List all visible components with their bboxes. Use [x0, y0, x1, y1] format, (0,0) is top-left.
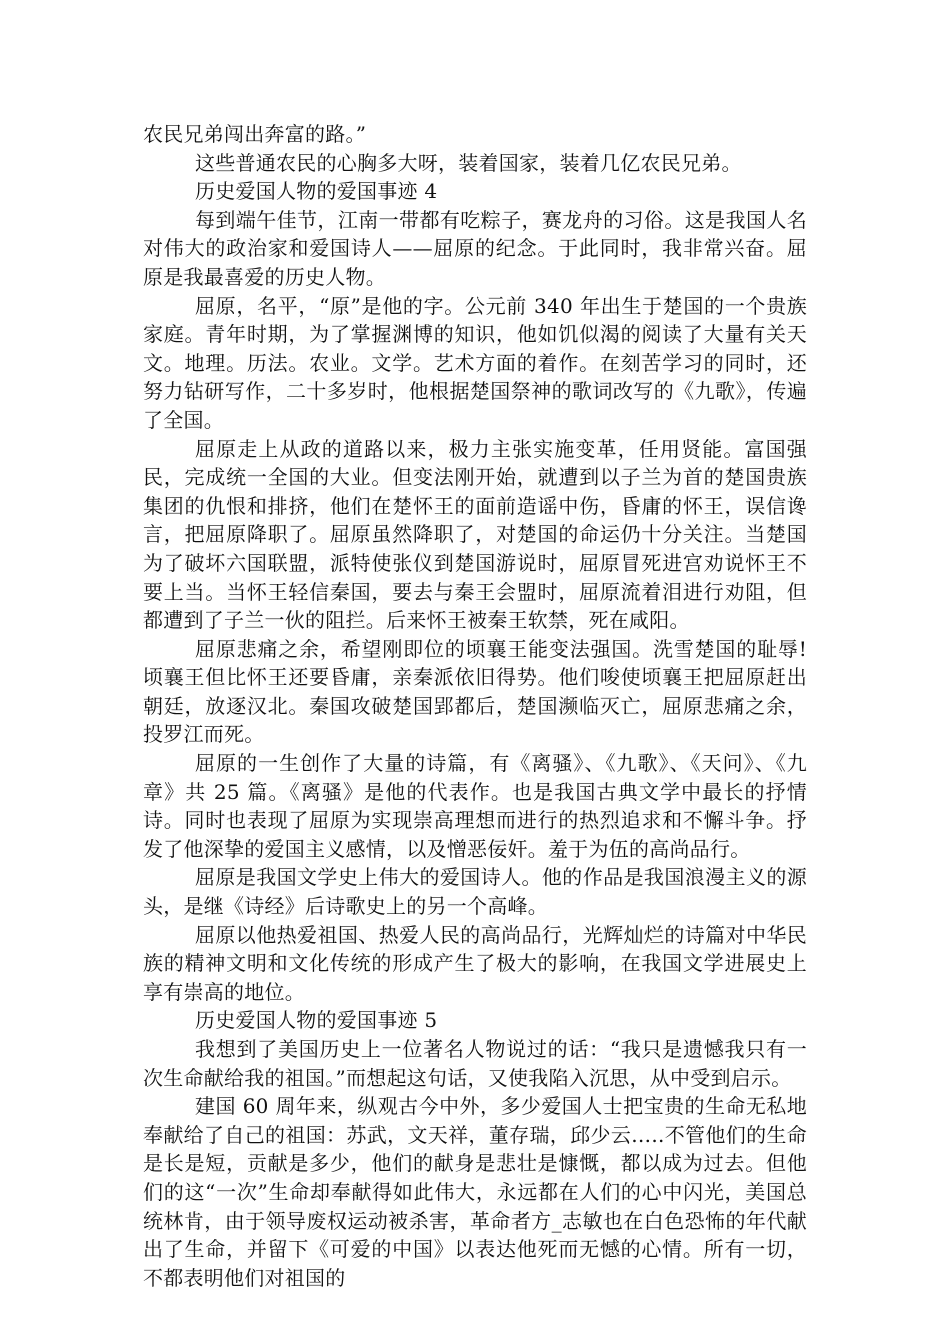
document-body	[143, 120, 807, 1292]
section-heading-5: 历史爱国人物的爱国事迹 5	[195, 1008, 438, 1033]
paragraph-2: 这些普通农民的心胸多大呀，装着国家，装着几亿农民兄弟。	[195, 150, 742, 175]
paragraph-8: 屈原是我国文学史上伟大的爱国诗人。他的作品是我国浪漫主义的源头，是继《诗经》后诗歌史上的另一个高峰。	[143, 865, 807, 919]
paragraph-6: 屈原悲痛之余，希望刚即位的顷襄王能变法强国。洗雪楚国的耻辱!顷襄王但比怀王还要昏庸，亲秦派依旧得势。他们唆使顷襄王把屈原赶出朝廷，放逐汉北。秦国攻破楚国郢都后，楚国濒临灭亡，屈原悲痛之余，投罗江而死。	[143, 636, 807, 747]
paragraph-11: 建国 60 周年来，纵观古今中外，多少爱国人士把宝贵的生命无私地奉献给了自己的祖国：苏武，文天祥，董存瑞，邱少云…..不管他们的生命是长是短，贡献是多少，他们的献身是悲壮是慷慨，都以成为过去。但他们的这“一次”生命却奉献得如此伟大，永远都在人们的心中闪光，美国总统林肯，由于领导废权运动被杀害，革命者方_志敏也在白色恐怖的年代献出了生命，并留下《可爱的中国》以表达他死而无憾的心情。所有一切，不都表明他们对祖国的	[143, 1094, 807, 1290]
paragraph-7: 屈原的一生创作了大量的诗篇，有《离骚》、《九歌》、《天问》、《九章》共 25 篇。《离骚》是他的代表作。也是我国古典文学中最长的抒情诗。同时也表现了屈原为实现崇高理想而进行的热烈追求和不懈斗争。抒发了他深挚的爱国主义感情，以及憎恶佞奸。羞于为伍的高尚品行。	[143, 751, 807, 861]
paragraph-1: 农民兄弟闯出奔富的路。”	[143, 122, 367, 146]
paragraph-10: 我想到了美国历史上一位著名人物说过的话：“我只是遗憾我只有一次生命献给我的祖国。”而想起这句话，又使我陷入沉思，从中受到启示。	[143, 1037, 807, 1090]
paragraph-9: 屈原以他热爱祖国、热爱人民的高尚品行，光辉灿烂的诗篇对中华民族的精神文明和文化传统的形成产生了极大的影响，在我国文学进展史上享有崇高的地位。	[143, 922, 807, 1004]
section-heading-4: 历史爱国人物的爱国事迹 4	[195, 179, 438, 204]
paragraph-4: 屈原，名平，“原”是他的字。公元前 340 年出生于楚国的一个贵族家庭。青年时期，为了掌握渊博的知识，他如饥似渴的阅读了大量有关天文。地理。历法。农业。文学。艺术方面的着作。在刻苦学习的同时，还努力钻研写作，二十多岁时，他根据楚国祭神的歌词改写的《九歌》，传遍了全国。	[143, 293, 807, 432]
paragraph-5: 屈原走上从政的道路以来，极力主张实施变革，任用贤能。富国强民，完成统一全国的大业。但变法刚开始，就遭到以子兰为首的楚国贵族集团的仇恨和排挤，他们在楚怀王的面前造谣中伤，昏庸的怀王，误信谗言，把屈原降职了。屈原虽然降职了，对楚国的命运仍十分关注。当楚国为了破坏六国联盟，派特使张仪到楚国游说时，屈原冒死进宫劝说怀王不要上当。当怀王轻信秦国，要去与秦王会盟时，屈原流着泪进行劝阻，但都遭到了子兰一伙的阻拦。后来怀王被秦王软禁，死在咸阳。	[143, 436, 807, 633]
paragraph-3: 每到端午佳节，江南一带都有吃粽子，赛龙舟的习俗。这是我国人名对伟大的政治家和爱国诗人——屈原的纪念。于此同时，我非常兴奋。屈原是我最喜爱的历史人物。	[143, 207, 807, 289]
